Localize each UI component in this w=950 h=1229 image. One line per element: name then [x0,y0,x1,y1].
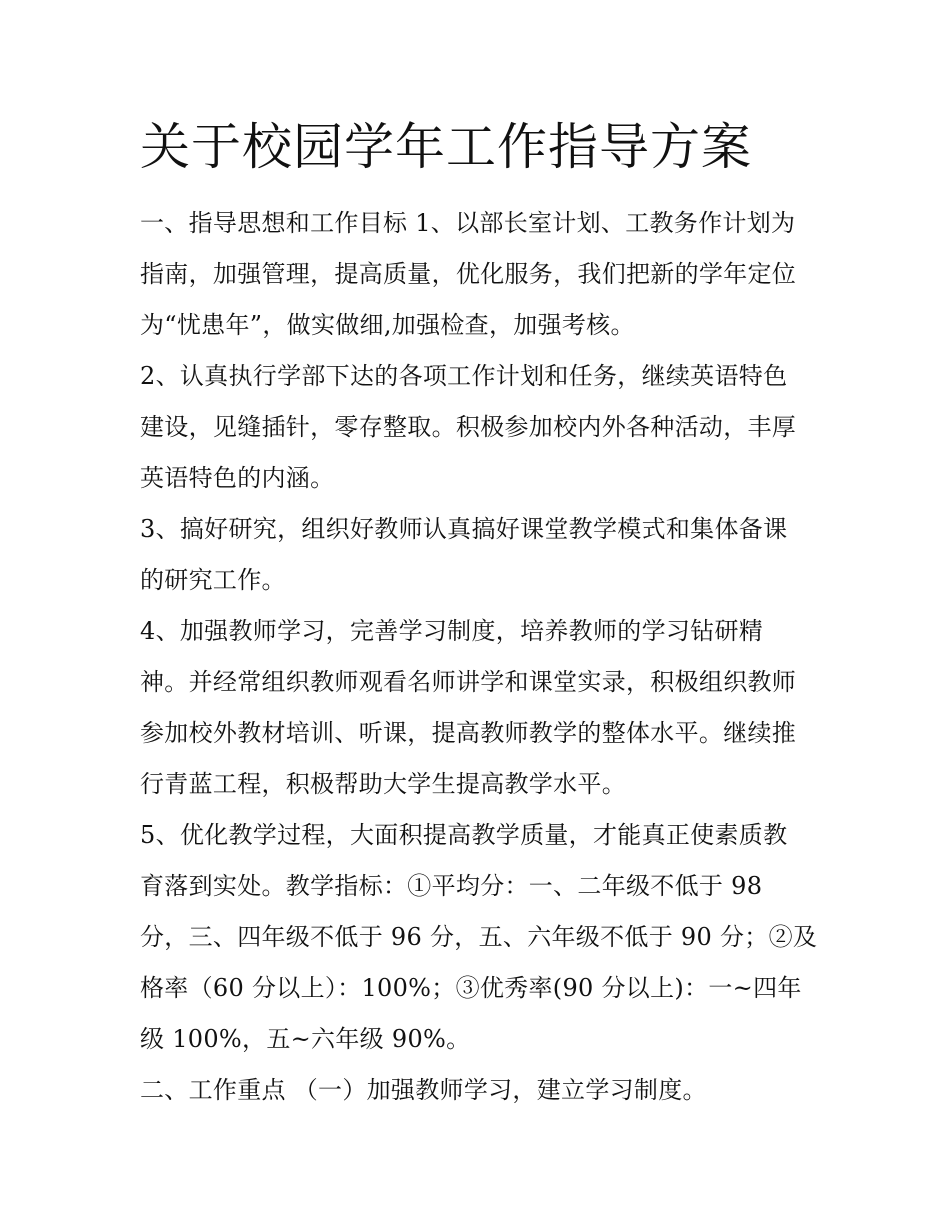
body-line: 一、指导思想和工作目标 1、以部长室计划、工教务作计划为 [140,209,796,237]
body-line: 参加校外教材培训、听课，提高教师教学的整体水平。继续推 [140,719,797,747]
body-line: 神。并经常组织教师观看名师讲学和课堂实录，积极组织教师 [140,668,797,696]
body-line: 二、工作重点 （一）加强教师学习，建立学习制度。 [140,1076,707,1104]
body-line: 育落到实处。教学指标：①平均分：一、二年级不低于 98 [140,872,763,900]
body-line: 4、加强教师学习，完善学习制度，培养教师的学习钻研精 [140,617,764,645]
body-line: 指南，加强管理，提高质量，优化服务，我们把新的学年定位 [140,260,797,288]
body-line: 级 100%，五~六年级 90%。 [140,1025,471,1053]
body-line: 分，三、四年级不低于 96 分，五、六年级不低于 90 分；②及 [140,923,818,951]
body-line: 行青蓝工程，积极帮助大学生提高教学水平。 [140,770,626,798]
body-line: 建设，见缝插针，零存整取。积极参加校内外各种活动，丰厚 [140,413,797,441]
body-line: 的研究工作。 [140,566,286,594]
document-body [140,198,830,1116]
body-line: 为“忧患年”，做实做细,加强检查，加强考核。 [140,311,635,339]
document-title: 关于校园学年工作指导方案 [140,118,752,176]
body-line: 5、优化教学过程，大面积提高教学质量，才能真正使素质教 [140,821,788,849]
body-line: 3、搞好研究，组织好教师认真搞好课堂教学模式和集体备课 [140,515,788,543]
body-line: 格率（60 分以上）：100%；③优秀率(90 分以上)：一~四年 [140,974,802,1002]
body-line: 2、认真执行学部下达的各项工作计划和任务，继续英语特色 [140,362,788,390]
body-line: 英语特色的内涵。 [140,464,335,492]
